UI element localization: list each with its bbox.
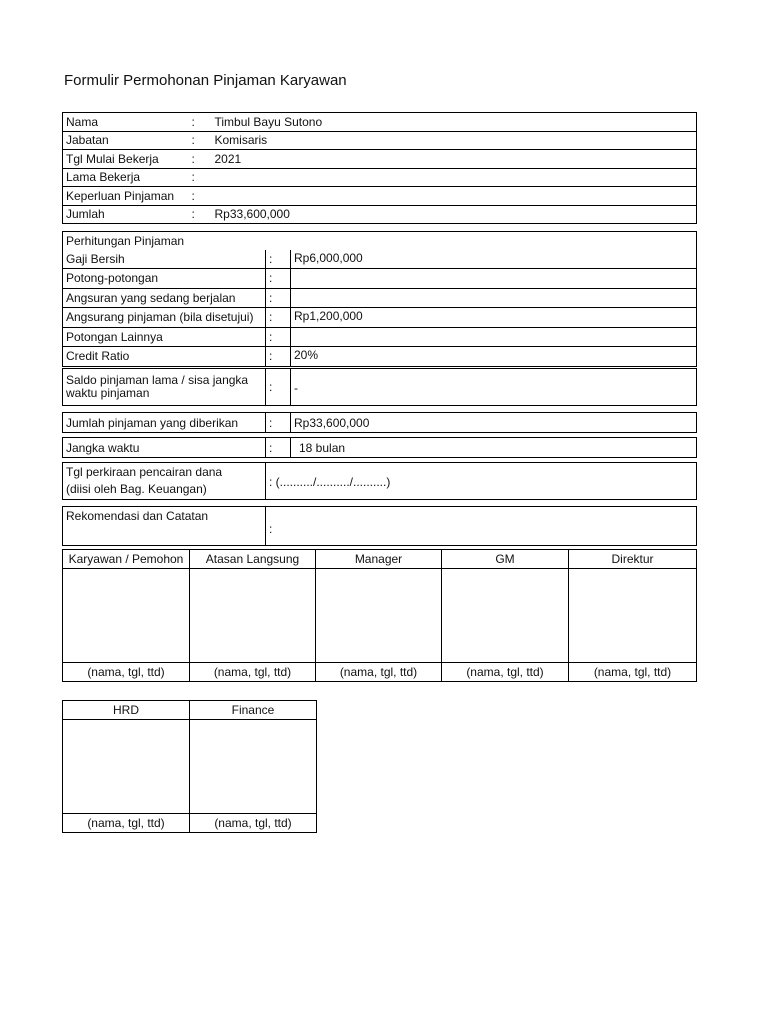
gaji-bersih-value: Rp6,000,000: [291, 250, 697, 269]
jangka-waktu-table: Jangka waktu : 18 bulan: [62, 437, 697, 458]
header-gm: GM: [442, 550, 569, 569]
info-row-jumlah: Jumlah : Rp33,600,000: [63, 205, 697, 224]
info-row-tgl-mulai: Tgl Mulai Bekerja : 2021: [63, 150, 697, 169]
header-finance: Finance: [190, 701, 317, 720]
info-row-jabatan: Jabatan : Komisaris: [63, 131, 697, 150]
employee-info-table: [62, 112, 697, 224]
tgl-pencairan-table: Tgl perkiraan pencairan dana (diisi oleh Bag. Keuangan) : (........../........../..........): [62, 462, 697, 500]
jumlah-diberikan-value: Rp33,600,000: [291, 413, 697, 433]
signature-space[interactable]: [442, 569, 569, 663]
signature-footer: (nama, tgl, ttd): [63, 814, 190, 833]
lama-bekerja-value: [212, 168, 697, 187]
header-atasan: Atasan Langsung: [190, 550, 316, 569]
jangka-waktu-value: 18 bulan: [291, 438, 697, 458]
tgl-mulai-value: 2021: [212, 150, 697, 169]
calc-heading: Perhitungan Pinjaman: [63, 232, 697, 250]
signature-space[interactable]: [190, 569, 316, 663]
header-hrd: HRD: [63, 701, 190, 720]
form-title: Formulir Permohonan Pinjaman Karyawan: [64, 72, 347, 89]
jumlah-value: Rp33,600,000: [212, 205, 697, 224]
signature-space[interactable]: [316, 569, 442, 663]
info-row-nama: Nama : Timbul Bayu Sutono: [63, 113, 697, 132]
angsuran-pinjaman-value: Rp1,200,000: [291, 308, 697, 328]
rekomendasi-value: :: [266, 507, 697, 546]
tgl-pencairan-value: : (........../........../..........): [266, 463, 697, 500]
signature-space[interactable]: [569, 569, 697, 663]
nama-value: Timbul Bayu Sutono: [212, 113, 697, 132]
info-row-lama-bekerja: Lama Bekerja :: [63, 168, 697, 187]
saldo-table: Saldo pinjaman lama / sisa jangka waktu pinjaman : -: [62, 368, 697, 406]
signature-space[interactable]: [63, 569, 190, 663]
signature-footer: (nama, tgl, ttd): [316, 663, 442, 682]
header-karyawan: Karyawan / Pemohon: [63, 550, 190, 569]
signature-footer: (nama, tgl, ttd): [190, 814, 317, 833]
saldo-value: -: [291, 369, 697, 406]
signature-footer: (nama, tgl, ttd): [63, 663, 190, 682]
signature-footer: (nama, tgl, ttd): [190, 663, 316, 682]
info-row-keperluan: Keperluan Pinjaman :: [63, 187, 697, 206]
credit-ratio-value: 20%: [291, 347, 697, 367]
jabatan-value: Komisaris: [212, 131, 697, 150]
signature-footer: (nama, tgl, ttd): [569, 663, 697, 682]
jumlah-diberikan-table: Jumlah pinjaman yang diberikan : Rp33,600,000: [62, 412, 697, 433]
rekomendasi-table: Rekomendasi dan Catatan :: [62, 506, 697, 546]
header-direktur: Direktur: [569, 550, 697, 569]
signature-space[interactable]: [63, 720, 190, 814]
signature-footer: (nama, tgl, ttd): [442, 663, 569, 682]
signature-space[interactable]: [190, 720, 317, 814]
keperluan-value: [212, 187, 697, 206]
loan-calculation-table: Perhitungan Pinjaman Gaji Bersih : Rp6,000,000 Potong-potongan : Angsuran yang sedang berjalan : Angsurang pinjaman (bila disetujui) : Rp1,200,000 Potongan Lainnya : Credit Ratio : 20%: [62, 231, 697, 367]
hrd-finance-signature-table: [62, 700, 317, 833]
header-manager: Manager: [316, 550, 442, 569]
approval-signature-table: [62, 549, 697, 682]
